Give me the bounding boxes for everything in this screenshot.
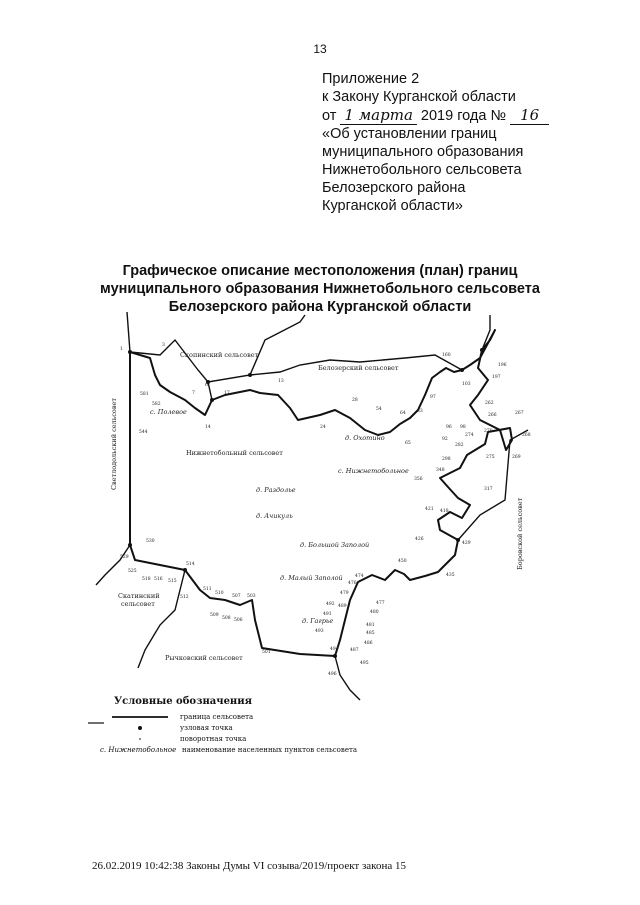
point-label: 356 [414,477,423,482]
point-label: 429 [462,541,471,546]
point-label: 582 [152,402,161,407]
legend-settlement-text: наименование населенных пунктов сельсовета [182,746,358,754]
point-label: 3 [162,343,165,348]
boundary-skopinsky-west [127,312,130,352]
settlement-maly-zapolye: д. Малый Заполой [280,574,343,582]
point-label: 17 [224,391,230,396]
footer-stamp: 26.02.2019 10:42:38 Законы Думы VI созыва/2019/проект закона 15 [92,860,406,872]
point-label: 92 [442,437,448,442]
point-label: 275 [486,455,495,460]
legend-row-turn [90,734,450,745]
title-line-2: муниципального образования Нижнетобольного сельсовета [100,281,540,297]
point-label: 494 [330,647,339,652]
point-label: 282 [455,443,464,448]
point-label: 581 [140,392,149,397]
point-label: 477 [376,601,385,606]
label-rychkovsky: Рычковский сельсовет [165,654,243,662]
point-label: 64 [400,411,406,416]
point-label: 492 [326,602,335,607]
document-title [0,262,640,316]
point-label: 514 [186,562,195,567]
region-labels [110,351,524,662]
turn-point-symbol [90,734,180,745]
label-borovskoy: Боровской сельсовет [516,497,524,570]
settlement-polevoe: с. Полевое [150,408,187,416]
point-label: 486 [364,641,373,646]
annex-line-7: Белозерского района [322,180,466,196]
settlement-razdolye: д. Раздолье [256,486,296,494]
annex-line-5: муниципального образования [322,144,524,160]
node-point [480,348,484,352]
point-label: 503 [247,594,256,599]
point-label: 96 [446,425,452,430]
point-label: 298 [442,457,451,462]
point-label: 515 [168,579,177,584]
settlement-labels [150,408,409,625]
point-label: 274 [465,433,474,438]
point-label: 262 [485,401,494,406]
point-label: 196 [498,363,507,368]
point-label: 160 [442,353,451,358]
settlement-achikul: д. Ачикуль [256,512,293,520]
point-label: 435 [446,573,455,578]
point-label: 487 [350,648,359,653]
point-label: 529 [120,555,129,560]
point-label: 476 [348,581,357,586]
point-label: 28 [352,398,358,403]
legend-node-text: узловая точка [180,724,233,732]
point-label: 266 [488,413,497,418]
node-point [210,398,214,402]
settlement-bolshoy-zapolye: д. Большой Заполой [300,541,370,549]
point-label: 507 [232,594,241,599]
point-label: 506 [234,618,243,623]
legend [90,712,450,756]
node-point [248,373,252,377]
node-point [460,368,464,372]
handwritten-date: 1 марта [340,106,416,125]
legend-left-dash [86,718,106,728]
legend-turn-text: поворотная точка [180,735,247,743]
point-label: 13 [278,379,284,384]
node-point [183,568,187,572]
point-label: 501 [262,650,271,655]
annex-year: 2019 года № [420,108,507,124]
point-label: 479 [340,591,349,596]
point-label: 269 [512,455,521,460]
settlement-okhotino: д. Охотино [345,434,385,442]
annex-line-2: к Закону Курганской области [322,89,516,105]
point-label: 267 [515,411,524,416]
point-label: 348 [436,468,445,473]
legend-settlement-example: с. Нижнетобольное [100,746,177,754]
label-nizhnetobolny: Нижнетобольный сельсовет [186,449,283,457]
point-label: 6 [205,383,208,388]
point-label: 270 [484,429,493,434]
page-number: 13 [313,42,327,56]
point-label: 525 [128,569,137,574]
point-label: 530 [146,539,155,544]
point-label: 489 [338,604,347,609]
point-label: 103 [462,382,471,387]
point-label: 98 [460,425,466,430]
point-label: 496 [328,672,337,677]
node-point [333,654,337,658]
point-label: 493 [315,629,324,634]
point-label: 544 [139,430,148,435]
legend-boundary-text: граница сельсовета [180,713,254,721]
boundary-rychkovsky-south [335,656,360,700]
selsovet-boundary [130,330,512,656]
point-label: 481 [366,623,375,628]
point-label: 65 [405,441,411,446]
point-label: 83 [417,409,423,414]
annex-line-6: Нижнетобольного сельсовета [322,162,522,178]
node-point [456,538,460,542]
point-label: 511 [203,587,212,592]
point-label: 421 [425,507,434,512]
point-label: 24 [320,425,326,430]
point-label: 512 [180,595,189,600]
annex-from: от [322,108,337,124]
annex-line-4: «Об установлении границ [322,126,497,142]
node-point [128,543,132,547]
legend-row-boundary [90,712,450,723]
boundary-skopinsky-east [208,315,305,382]
label-skatinsky-1: Скатинский [118,592,160,600]
point-label: 418 [440,509,449,514]
legend-row-node [90,723,450,734]
annex-line-8: Курганской области» [322,198,463,214]
annex-line-3 [322,106,622,125]
point-label: 317 [484,487,493,492]
point-label: 516 [154,577,163,582]
annex-header [322,70,622,215]
point-label: 97 [430,395,436,400]
point-label: 7 [192,391,195,396]
title-line-1: Графическое описание местоположения (план) границ [122,263,518,279]
boundary-skatinsky [96,545,130,585]
point-label: 491 [323,612,332,617]
boundary-map [80,312,550,707]
point-label: 1 [120,347,123,352]
handwritten-number: 16 [510,106,549,125]
point-label: 485 [366,631,375,636]
point-label: 509 [210,613,219,618]
point-label: 474 [355,574,364,579]
annex-line-1: Приложение 2 [322,71,420,87]
point-label: 510 [215,591,224,596]
point-numbers [120,342,531,677]
node-point [128,350,132,354]
legend-row-settlement [90,745,450,756]
boundary-skopinsky [130,340,212,400]
label-skopinsky: Скопинский сельсовет [180,351,259,359]
point-label: 508 [222,616,231,621]
point-label: 197 [492,375,501,380]
title-line-3: Белозерского района Курганской области [168,299,472,315]
point-label: 54 [376,407,382,412]
point-label: 480 [370,610,379,615]
label-belozersky: Белозерский сельсовет [318,364,399,372]
label-skatinsky-2: сельсовет [121,600,155,608]
settlement-nizhnetobolnoe: с. Нижнетобольное [338,467,409,475]
point-label: 14 [205,425,211,430]
point-label: 495 [360,661,369,666]
legend-title: Условные обозначения [114,696,253,707]
settlement-gagrye: д. Гагрье [302,617,334,625]
point-label: 518 [142,577,151,582]
label-svetlodolsky: Светлодольский сельсовет [110,398,118,490]
point-label: 450 [398,559,407,564]
point-label: 426 [415,537,424,542]
point-label: 268 [522,433,531,438]
